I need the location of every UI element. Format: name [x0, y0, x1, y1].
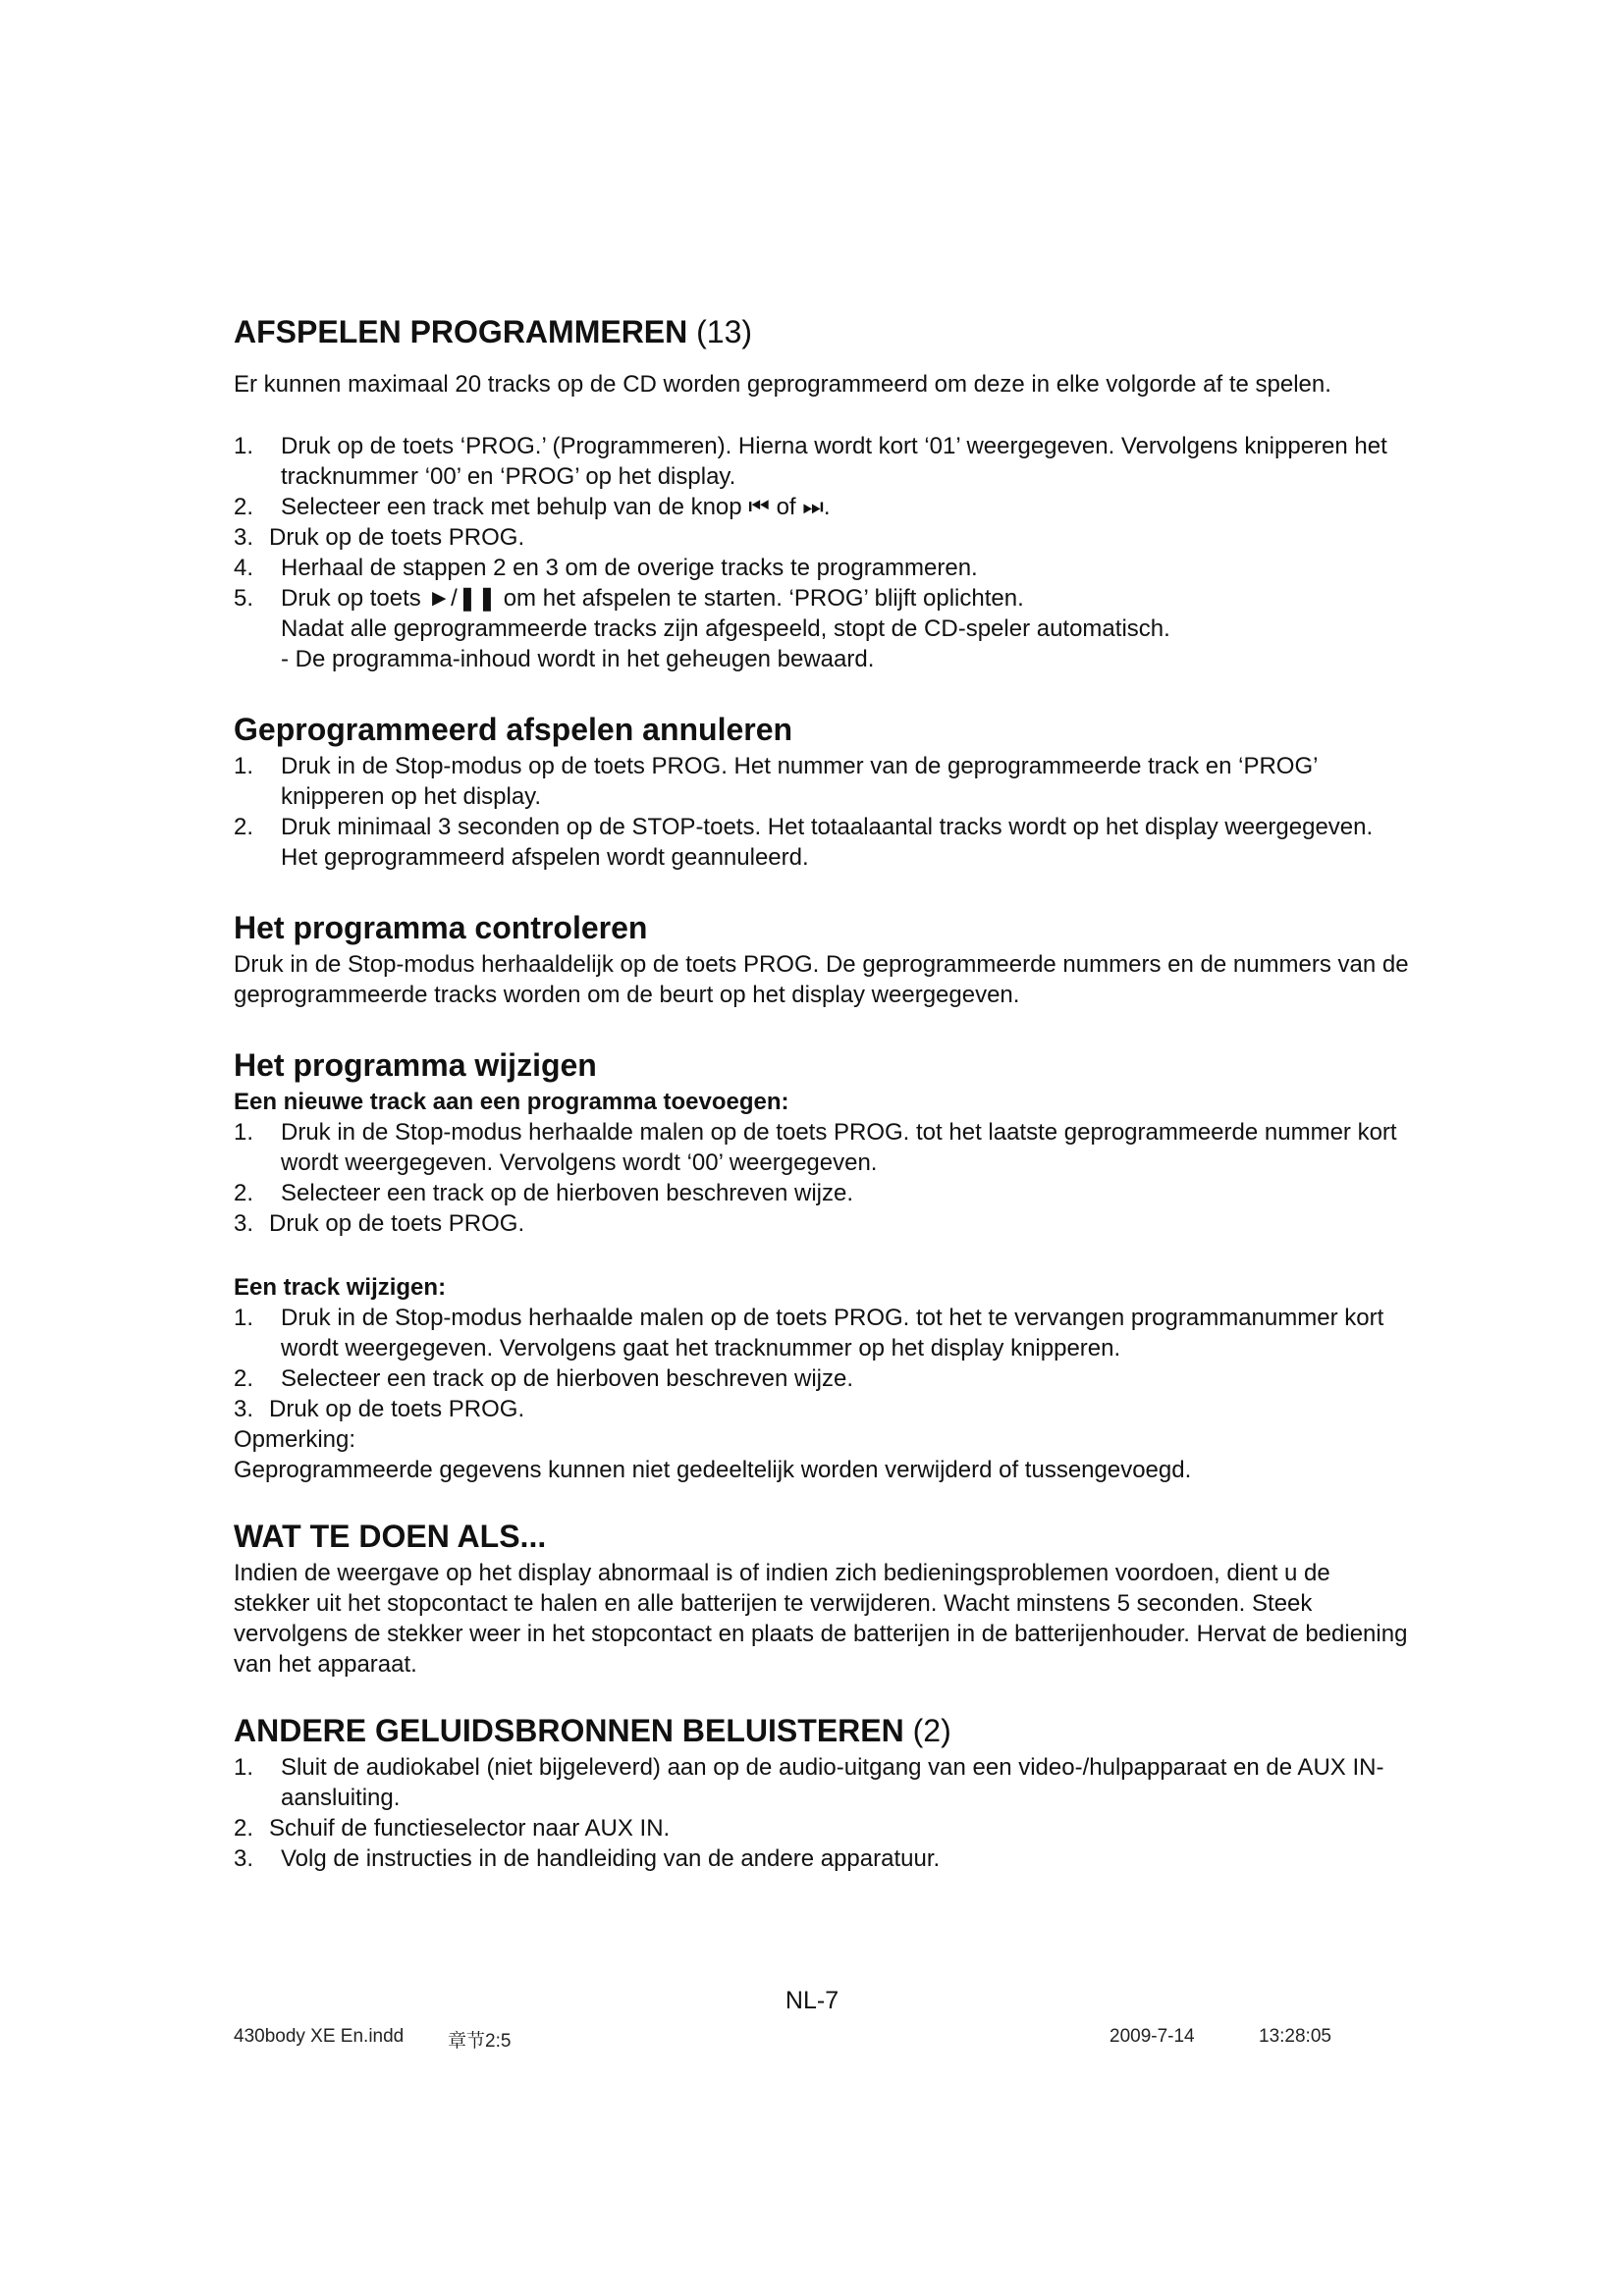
list-item: 3. Volg de instructies in de handleiding van de andere apparatuur.	[234, 1845, 941, 1872]
list-item: 1. Druk in de Stop-modus op de toets PROG. Het nummer van de geprogrammeerde track en ‘PROG’ knipperen op het display.	[234, 753, 1318, 810]
list-item: 2. Druk minimaal 3 seconden op de STOP-toets. Het totaalaantal tracks wordt op het display weergegeven. Het geprogrammeerd afspelen wordt geannuleerd.	[234, 814, 1374, 871]
list-item: 3. Druk op de toets PROG.	[234, 1396, 525, 1422]
footer-date: 2009-7-14	[1110, 2026, 1195, 2047]
section-title-controleren: Het programma controleren	[234, 910, 648, 945]
steps-list-geluidsbronnen	[234, 1752, 1412, 1874]
paragraph-wat-te-doen: Indien de weergave op het display abnormaal is of indien zich bedieningsproblemen voordoen, dient u de stekker uit het stopcontact te halen en alle batterijen te verwijderen. Wacht minstens 5 seconden. Steek vervolgens de stekker weer in het stopcontact en plaats de batterijen in de batterijenhouder. Hervat de bediening van het apparaat.	[234, 1560, 1408, 1678]
section-title-annuleren: Geprogrammeerd afspelen annuleren	[234, 712, 793, 747]
note-label: Opmerking:	[234, 1426, 356, 1453]
footer-filename: 430body XE En.indd	[234, 2026, 405, 2047]
list-item: 3. Druk op de toets PROG.	[234, 524, 525, 551]
list-item: 1. Druk in de Stop-modus herhaalde malen op de toets PROG. tot het te vervangen programmanummer kort wordt weergegeven. Vervolgens gaat het tracknummer op het display knipperen.	[234, 1305, 1384, 1362]
footer-section: 章节2:5	[448, 2031, 512, 2052]
list-item: 1. Druk op de toets ‘PROG.’ (Programmeren). Hierna wordt kort ‘01’ weergegeven. Vervolgens knipperen het tracknummer ‘00’ en ‘PROG’ op het display.	[234, 433, 1387, 490]
footer-time: 13:28:05	[1259, 2026, 1331, 2047]
list-item: 1. Druk in de Stop-modus herhaalde malen op de toets PROG. tot het laatste geprogrammeerde nummer kort wordt weergegeven. Vervolgens wordt ‘00’ weergegeven.	[234, 1119, 1397, 1176]
subheading-toevoegen: Een nieuwe track aan een programma toevoegen:	[234, 1089, 789, 1115]
paragraph-controleren: Druk in de Stop-modus herhaaldelijk op de toets PROG. De geprogrammeerde nummers en de nummers van de geprogrammeerde tracks worden om de beurt op het display weergegeven.	[234, 951, 1409, 1008]
list-item: 2. Selecteer een track op de hierboven beschreven wijze.	[234, 1180, 854, 1206]
list-item: 2. Schuif de functieselector naar AUX IN.	[234, 1815, 671, 1842]
page-number: NL-7	[785, 1987, 839, 2014]
list-item: 5. Druk op toets ►/❚❚ om het afspelen te starten. ‘PROG’ blijft oplichten. Nadat alle geprogrammeerde tracks zijn afgespeeld, stopt de CD-speler automatisch. - De programma-inhoud wordt in het geheugen bewaard.	[234, 585, 1170, 672]
section-title-wijzigen: Het programma wijzigen	[234, 1047, 597, 1083]
note-text: Geprogrammeerde gegevens kunnen niet gedeeltelijk worden verwijderd of tussengevoegd.	[234, 1457, 1192, 1483]
intro-paragraph: Er kunnen maximaal 20 tracks op de CD worden geprogrammeerd om deze in elke volgorde af te spelen.	[234, 371, 1331, 398]
subheading-track-wijzigen: Een track wijzigen:	[234, 1274, 447, 1301]
page-content	[234, 310, 1412, 1874]
list-item: 1. Sluit de audiokabel (niet bijgeleverd) aan op de audio-uitgang van een video-/hulpapparaat en de AUX IN-aansluiting.	[234, 1754, 1384, 1811]
list-item: 4. Herhaal de stappen 2 en 3 om de overige tracks te programmeren.	[234, 555, 978, 581]
steps-list-track-wijzigen	[234, 1303, 1412, 1424]
section-title-geluidsbronnen: ANDERE GELUIDSBRONNEN BELUISTEREN (2)	[234, 1713, 951, 1748]
section-title-afspelen-programmeren: AFSPELEN PROGRAMMEREN (13)	[234, 314, 753, 349]
list-item: 3. Druk op de toets PROG.	[234, 1210, 525, 1237]
steps-list-toevoegen	[234, 1117, 1412, 1239]
steps-list-programmeren	[234, 431, 1412, 674]
list-item: 2. Selecteer een track met behulp van de knop ⏮ of ⏭.	[234, 494, 831, 520]
section-title-wat-te-doen: WAT TE DOEN ALS...	[234, 1519, 547, 1554]
list-item: 2. Selecteer een track op de hierboven beschreven wijze.	[234, 1365, 854, 1392]
steps-list-annuleren	[234, 751, 1412, 873]
